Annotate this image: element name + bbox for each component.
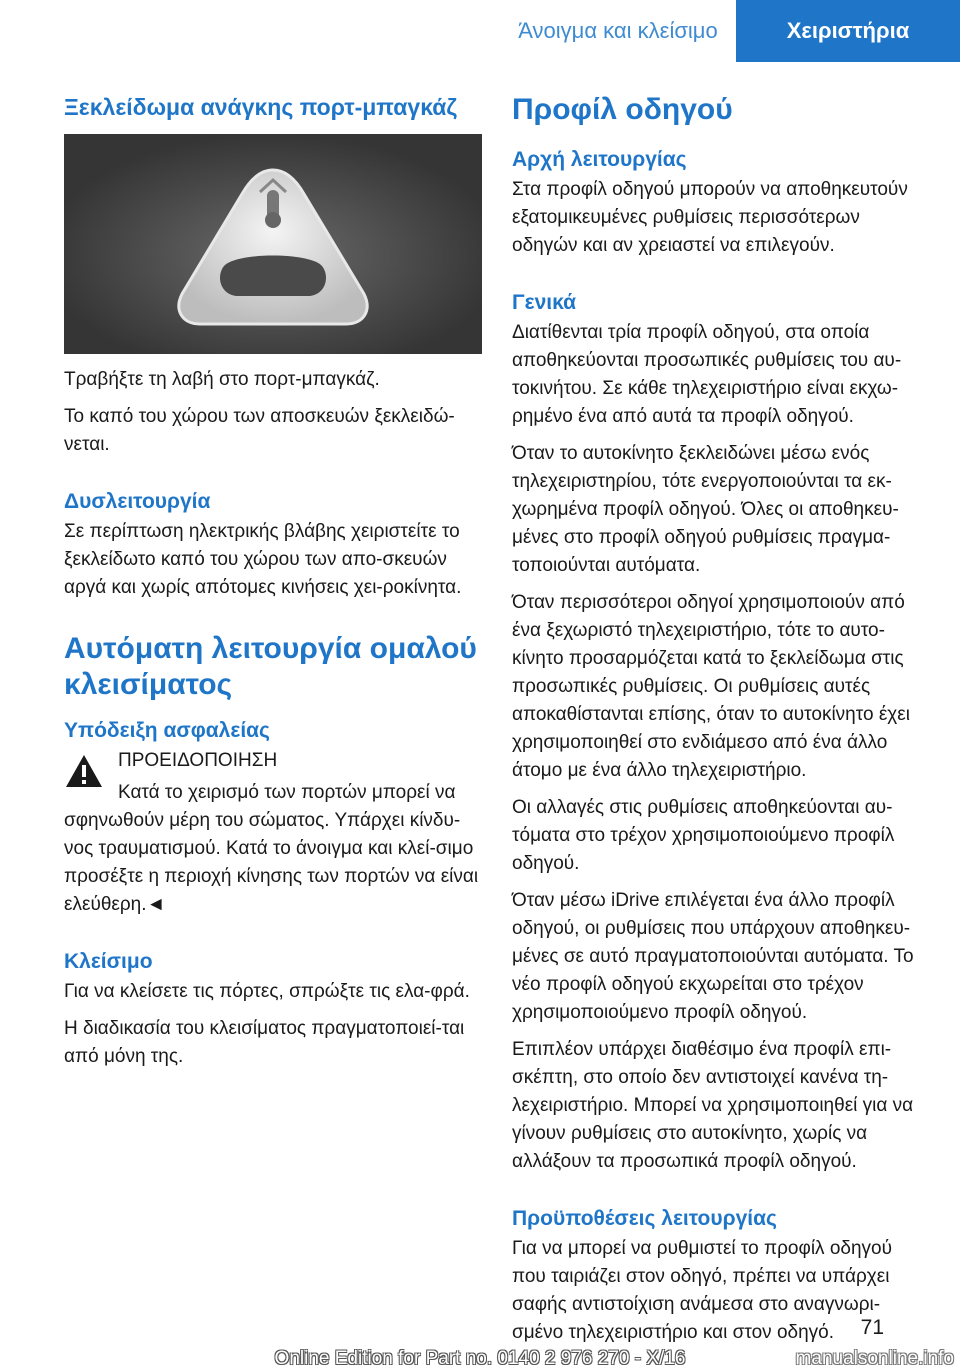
prerequisites-text: Για να μπορεί να ρυθμιστεί το προφίλ οδηγού που ταιριάζει στον οδηγό, πρέπει να υπάρχει σαφής αντιστοίχιση ανάμεσα στο αναγνωρι-σμένο τηλεχειριστήριο και στον οδηγό. xyxy=(512,1238,892,1343)
left-paragraph-1: Τραβήξτε τη λαβή στο πορτ-μπαγκάζ. xyxy=(64,369,380,390)
warning-label: ΠΡΟΕΙΔΟΠΟΙΗΣΗ xyxy=(118,750,278,771)
general-paragraph-3: Όταν περισσότεροι οδηγοί χρησιμοποιούν από ένα ξεχωριστό τηλεχειριστήριο, τότε το αυτο-κίνητο προσαρμόζεται κατά το ξεκλείδωμα στις προσωπικές ρυθμίσεις. Οι ρυθμίσεις αυτές αποκαθίστανται επίσης, όταν το αυτοκίνητο έχει χρησιμοποιηθεί στο ενδιάμεσο από ένα άλλο άτομο με ένα άλλο τηλεχειριστήριο. xyxy=(512,592,910,781)
warning-triangle-icon xyxy=(64,753,104,789)
warning-text: Κατά το χειρισμό των πορτών μπορεί να σφηνωθούν μέρη του σώματος. Υπάρχει κίνδυ-νος τραυματισμού. Κατά το άνοιγμα και κλεί-σιμο προσέξτε η περιοχή κίνησης των πορτών να είναι ελεύθερη.◄ xyxy=(64,782,479,915)
header-section-title: Άνοιγμα και κλείσιμο xyxy=(518,18,718,43)
principle-heading: Αρχή λειτουργίας xyxy=(512,148,687,171)
left-paragraph-2: Το καπό του χώρου των αποσκευών ξεκλειδώ-νεται. xyxy=(64,406,455,455)
general-paragraph-6: Επιπλέον υπάρχει διαθέσιμο ένα προφίλ επι-σκέπτη, στο οποίο δεν αντιστοιχεί κανένα τη-λεχειριστήριο. Μπορεί να χρησιμοποιηθεί για να γίνουν ρυθμίσεις στο αυτοκίνητο, χωρίς να αλλάξουν τα προσωπικά προφίλ οδηγού. xyxy=(512,1039,914,1172)
general-paragraph-1: Διατίθενται τρία προφίλ οδηγού, στα οποία αποθηκεύονται προσωπικές ρυθμίσεις του αυ-τοκινήτου. Σε κάθε τηλεχειριστήριο είναι εκχω-ρημένο ένα από αυτά τα προφίλ οδηγού. xyxy=(512,322,902,427)
safety-heading: Υπόδειξη ασφαλείας xyxy=(64,719,270,742)
section-title-trunk-emergency: Ξεκλείδωμα ανάγκης πορτ-μπαγκάζ xyxy=(64,94,457,120)
principle-text: Στα προφίλ οδηγού μπορούν να αποθηκευτούν εξατομικευμένες ρυθμίσεις περισσότερων οδηγών και αν χρειαστεί να επιλεγούν. xyxy=(512,179,908,256)
closing-paragraph-2: Η διαδικασία του κλεισίματος πραγματοποιεί-ται από μόνη της. xyxy=(64,1018,465,1067)
general-paragraph-2: Όταν το αυτοκίνητο ξεκλειδώνει μέσω ενός τηλεχειριστηρίου, τότε ενεργοποιούνται τα εκ-χωρημένα προφίλ οδηγού. Όλες οι αποθηκευ-μένες στο προφίλ οδηγού ρυθμίσεις πραγμα-τοποιούνται αυτόματα. xyxy=(512,443,899,576)
prerequisites-heading: Προϋποθέσεις λειτουργίας xyxy=(512,1207,777,1230)
soft-close-title: Αυτόματη λειτουργία ομαλού κλεισίματος xyxy=(64,632,477,701)
page-number: 71 xyxy=(860,1316,884,1339)
watermark: manualsonline.info xyxy=(795,1348,954,1369)
header-chapter-tab: Χειριστήρια xyxy=(736,0,960,62)
edition-line: Online Edition for Part no. 0140 2 976 270 - X/16 xyxy=(274,1348,686,1369)
warning-block xyxy=(64,747,482,919)
malfunction-heading: Δυσλειτουργία xyxy=(64,490,211,513)
driver-profile-title: Προφίλ οδηγού xyxy=(512,93,733,126)
general-paragraph-4: Οι αλλαγές στις ρυθμίσεις αποθηκεύονται αυ-τόματα στο τρέχον χρησιμοποιούμενο προφίλ οδηγού. xyxy=(512,797,895,874)
general-paragraph-5: Όταν μέσω iDrive επιλέγεται ένα άλλο προφίλ οδηγού, οι ρυθμίσεις που υπάρχουν αποθηκευ-μένες σε αυτό πραγματοποιούνται αυτόματα. Το νέο προφίλ οδηγού εκχωρείται στο τρέχον χρησιμοποιούμενο προφίλ οδηγού. xyxy=(512,890,914,1023)
left-column xyxy=(64,92,482,1080)
general-heading: Γενικά xyxy=(512,291,577,314)
closing-heading: Κλείσιμο xyxy=(64,950,153,973)
closing-paragraph-1: Για να κλείσετε τις πόρτες, σπρώξτε τις ελα-φρά. xyxy=(64,981,470,1002)
trunk-release-handle-photo xyxy=(64,134,482,354)
malfunction-text: Σε περίπτωση ηλεκτρικής βλάβης χειριστείτε το ξεκλείδωτο καπό του χώρου των απο-σκευών αργά και χωρίς απότομες κινήσεις χει-ροκίνητα. xyxy=(64,521,462,598)
trunk-handle-illustration xyxy=(64,134,482,354)
page-header xyxy=(0,0,960,62)
right-column xyxy=(512,92,930,1356)
